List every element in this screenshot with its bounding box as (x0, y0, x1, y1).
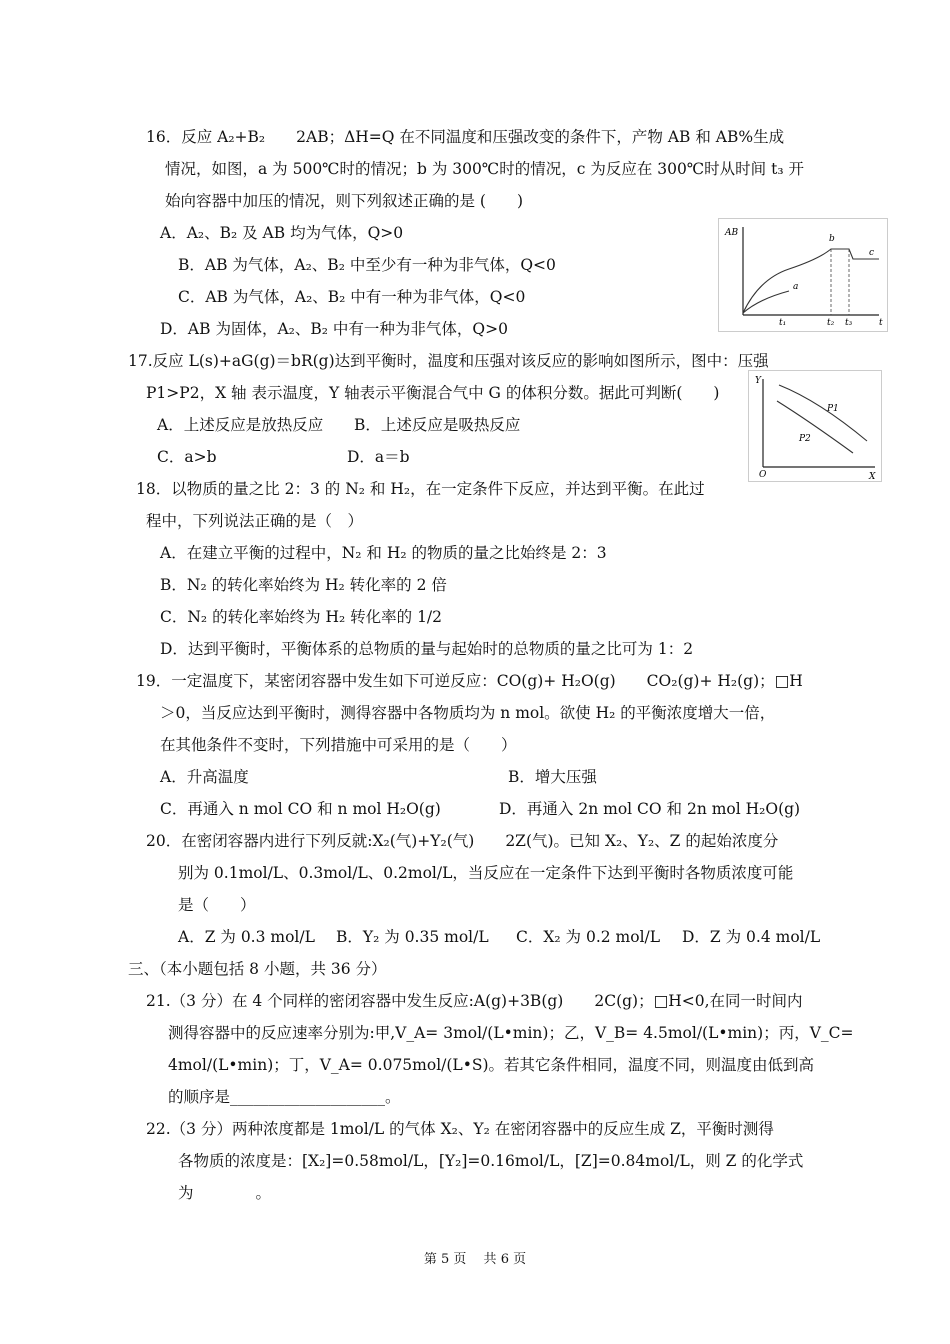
q16-curve-label-b: b (829, 234, 835, 244)
q20-option-b: B．Y₂ 为 0.35 mol/L (336, 928, 489, 946)
q18-option-c: C．N₂ 的转化率始终为 H₂ 转化率的 1/2 (160, 608, 443, 626)
q19-option-b: B．增大压强 (508, 768, 597, 786)
q19-stem-line-3: 在其他条件不变时，下列措施中可采用的是（ ） (160, 736, 517, 754)
q17-curve-p1 (779, 385, 867, 441)
q16-curve-a (743, 291, 789, 313)
q17-option-c: C．a>b (157, 448, 217, 466)
q16-y-label: AB (725, 228, 739, 238)
q20-option-a: A．Z 为 0.3 mol/L (178, 928, 315, 946)
q17-origin-label: O (759, 470, 767, 480)
q20-option-c: C．X₂ 为 0.2 mol/L (516, 928, 661, 946)
q17-figure (748, 370, 882, 482)
q20-stem-line-1: 20．在密闭容器内进行下列反就:X₂(气)+Y₂(气) 2Z(气)。已知 X₂、Y₂、Z 的起始浓度分 (146, 832, 779, 850)
q17-option-b: B．上述反应是吸热反应 (354, 416, 521, 434)
q18-option-b: B．N₂ 的转化率始终为 H₂ 转化率的 2 倍 (160, 576, 447, 594)
q19-option-d: D．再通入 2n mol CO 和 2n mol H₂O(g) (499, 800, 801, 818)
q16-curve-b (743, 249, 879, 313)
q20-stem-line-2: 别为 0.1mol/L、0.3mol/L、0.2mol/L，当反应在一定条件下达到平衡时各物质浓度可能 (178, 864, 794, 882)
q20-stem-line-3: 是（ ） (178, 896, 256, 914)
q18-stem-line-1: 18．以物质的量之比 2：3 的 N₂ 和 H₂，在一定条件下反应，并达到平衡。在此过 (136, 480, 705, 498)
q16-tick-t3: t₃ (845, 318, 853, 328)
section-3-heading: 三、（本小题包括 8 小题，共 36 分） (128, 960, 387, 978)
q16-option-c: C．AB 为气体，A₂、B₂ 中有一种为非气体，Q<0 (178, 288, 526, 306)
q16-stem-line-1: 16．反应 A₂+B₂ 2AB；ΔH=Q 在不同温度和压强改变的条件下，产物 AB 和 AB%生成 (146, 128, 785, 146)
q21-stem-line-4: 的顺序是____________________。 (168, 1088, 401, 1106)
q16-option-b: B．AB 为气体，A₂、B₂ 中至少有一种为非气体，Q<0 (178, 256, 556, 274)
q20-option-d: D．Z 为 0.4 mol/L (682, 928, 821, 946)
q16-stem-line-3: 始向容器中加压的情况，则下列叙述正确的是 ( ) (165, 192, 524, 210)
q16-option-a: A．A₂、B₂ 及 AB 均为气体，Q>0 (160, 224, 404, 242)
q18-stem-line-2: 程中，下列说法正确的是（ ） (146, 512, 364, 530)
q17-option-a: A．上述反应是放热反应 (157, 416, 324, 434)
q19-option-c: C．再通入 n mol CO 和 n mol H₂O(g) (160, 800, 441, 818)
q19-option-a: A．升高温度 (160, 768, 249, 786)
q16-curve-label-c: c (869, 248, 875, 258)
q16-curve-label-a: a (793, 282, 799, 292)
q16-option-d: D．AB 为固体，A₂、B₂ 中有一种为非气体，Q>0 (160, 320, 508, 338)
q17-option-d: D．a＝b (347, 448, 410, 466)
q17-curve-p2 (777, 401, 853, 453)
q17-x-label: X (869, 472, 876, 481)
q17-curve-label-p1: P1 (827, 404, 839, 414)
q17-stem-line-1: 17.反应 L(s)+aG(g)＝bR(g)达到平衡时，温度和压强对该反应的影响如图所示，图中：压强 (128, 352, 769, 370)
q16-figure (718, 218, 888, 332)
q16-tick-t1: t₁ (779, 318, 787, 328)
q21-stem-line-1: 21.（3 分）在 4 个同样的密闭容器中发生反应:A(g)+3B(g) 2C(g)；□H<0,在同一时间内 (146, 992, 803, 1010)
q22-stem-line-1: 22.（3 分）两种浓度都是 1mol/L 的气体 X₂、Y₂ 在密闭容器中的反应生成 Z，平衡时测得 (146, 1120, 774, 1138)
q16-stem-line-2: 情况，如图，a 为 500℃时的情况；b 为 300℃时的情况，c 为反应在 300℃时从时间 t₃ 开 (165, 160, 804, 178)
q21-stem-line-3: 4mol/(L•min)；丁，V_A= 0.075mol/(L•S)。若其它条件相同，温度不同，则温度由低到高 (168, 1056, 815, 1074)
q16-x-label: t (879, 318, 883, 328)
q22-stem-line-2: 各物质的浓度是：[X₂]=0.58mol/L，[Y₂]=0.16mol/L，[Z]=0.84mol/L，则 Z 的化学式 (178, 1152, 804, 1170)
q17-y-label: Y (755, 376, 761, 386)
q16-tick-t2: t₂ (827, 318, 835, 328)
q17-stem-line-2: P1>P2，X 轴 表示温度，Y 轴表示平衡混合气中 G 的体积分数。据此可判断( ) (146, 384, 720, 402)
q22-stem-line-3: 为 。 (178, 1184, 272, 1202)
q17-curve-label-p2: P2 (799, 434, 811, 444)
q19-stem-line-2: ＞0，当反应达到平衡时，测得容器中各物质均为 n mol。欲使 H₂ 的平衡浓度增大一倍， (160, 704, 776, 722)
q18-option-d: D．达到平衡时，平衡体系的总物质的量与起始时的总物质的量之比可为 1：2 (160, 640, 694, 658)
q21-stem-line-2: 测得容器中的反应速率分别为:甲,V_A= 3mol/(L•min)；乙，V_B= 4.5mol/(L•min)；丙，V_C= (168, 1024, 854, 1042)
q19-stem-line-1: 19．一定温度下，某密闭容器中发生如下可逆反应：CO(g)+ H₂O(g) CO₂(g)+ H₂(g)；□H (136, 672, 803, 690)
page-footer: 第 5 页 共 6 页 (423, 1252, 527, 1267)
q18-option-a: A．在建立平衡的过程中，N₂ 和 H₂ 的物质的量之比始终是 2：3 (160, 544, 607, 562)
